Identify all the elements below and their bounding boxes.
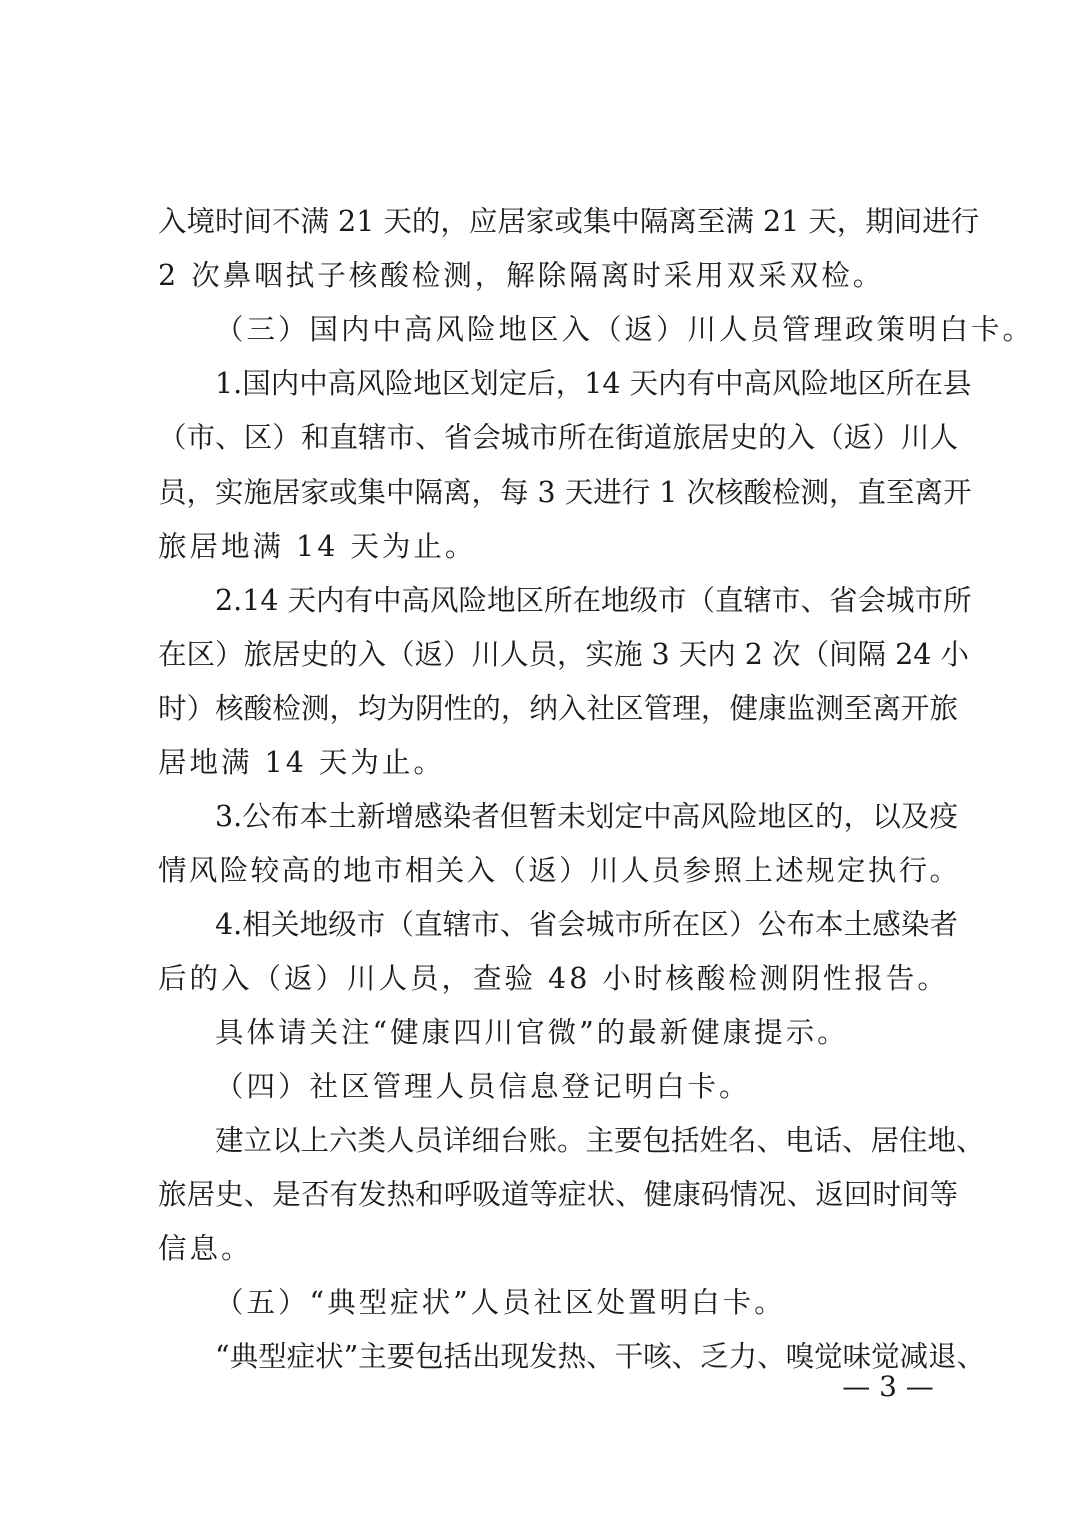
text-line-5: （市、区）和直辖市、省会城市所在街道旅居史的入（返）川人 [158,421,958,454]
section-heading-5: （五）“典型症状”人员社区处置明白卡。 [215,1286,786,1319]
page-number: — 3 — [842,1370,934,1403]
text-line-16: 具体请关注“健康四川官微”的最新健康提示。 [215,1016,849,1049]
text-line-6: 员，实施居家或集中隔离，每 3 天进行 1 次核酸检测，直至离开 [158,476,972,509]
text-line-12: 3.公布本土新增感染者但暂未划定中高风险地区的，以及疫 [215,800,958,833]
text-line-11: 居地满 14 天为止。 [158,746,445,779]
text-line-7: 旅居地满 14 天为止。 [158,530,477,563]
section-heading-3: （三）国内中高风险地区入（返）川人员管理政策明白卡。 [215,313,1035,346]
text-line-18: 建立以上六类人员详细台账。主要包括姓名、电话、居住地、 [215,1124,985,1157]
section-heading-4: （四）社区管理人员信息登记明白卡。 [215,1070,751,1103]
text-line-9: 在区）旅居史的入（返）川人员，实施 3 天内 2 次（间隔 24 小 [158,638,969,671]
text-line-20: 信息。 [158,1232,253,1265]
text-line-4: 1.国内中高风险地区划定后，14 天内有中高风险地区所在县 [215,367,972,400]
text-line-15: 后的入（返）川人员，查验 48 小时核酸检测阴性报告。 [158,962,949,995]
text-line-2: 2 次鼻咽拭子核酸检测，解除隔离时采用双采双检。 [158,259,885,292]
text-line-13: 情风险较高的地市相关入（返）川人员参照上述规定执行。 [158,854,958,887]
text-line-14: 4.相关地级市（直辖市、省会城市所在区）公布本土感染者 [215,908,958,941]
text-line-8: 2.14 天内有中高风险地区所在地级市（直辖市、省会城市所 [215,584,972,617]
text-line-22: “典型症状”主要包括出现发热、干咳、乏力、嗅觉味觉减退、 [215,1340,986,1373]
text-line-19: 旅居史、是否有发热和呼吸道等症状、健康码情况、返回时间等 [158,1178,958,1211]
text-line-1: 入境时间不满 21 天的，应居家或集中隔离至满 21 天，期间进行 [158,205,980,238]
text-line-10: 时）核酸检测，均为阴性的，纳入社区管理，健康监测至离开旅 [158,692,958,725]
